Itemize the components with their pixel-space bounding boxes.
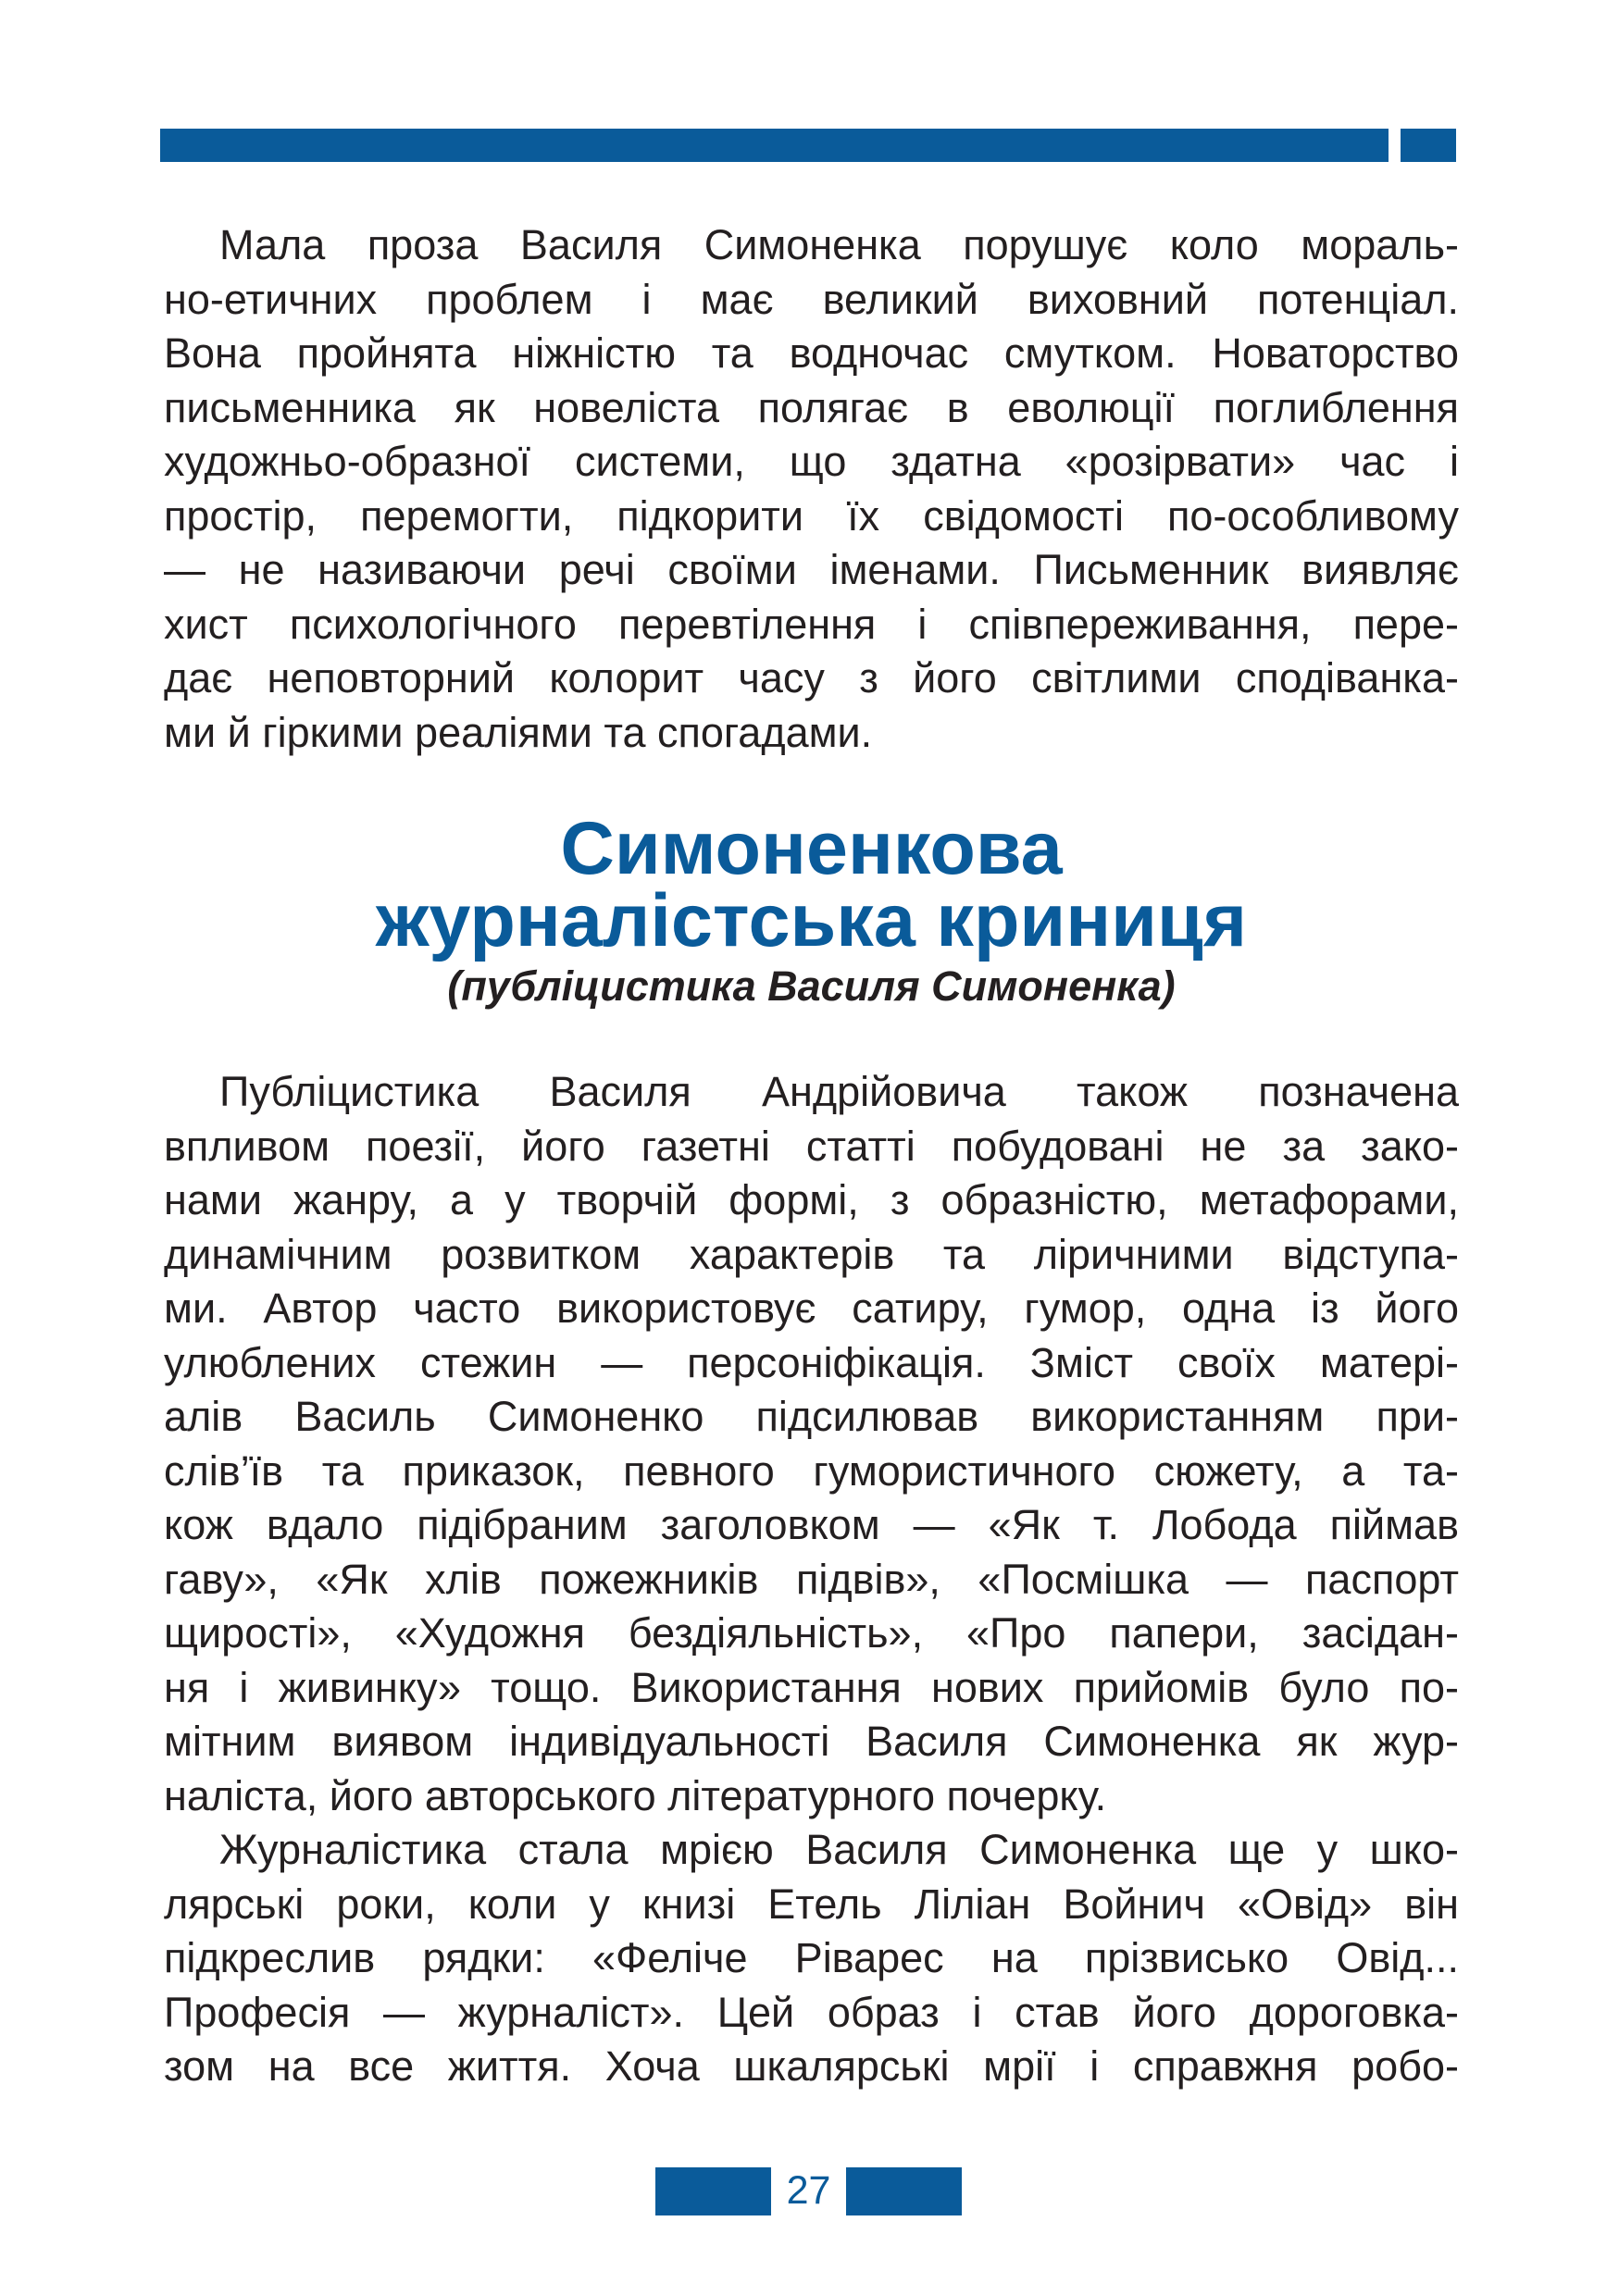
journalism-paragraph xyxy=(164,1823,1459,2094)
text-line: письменника як новеліста полягає в еволюції поглиблення xyxy=(164,383,1459,431)
text-line: Журналістика стала мрією Василя Симоненка ще у шко- xyxy=(219,1826,1459,1873)
text-line: Мала проза Василя Симоненка порушує коло мораль- xyxy=(219,221,1459,268)
header-decor-block xyxy=(1401,129,1456,162)
text-line: лярські роки, коли у книзі Етель Ліліан Войнич «Овід» він xyxy=(164,1880,1459,1928)
text-line: гаву», «Як хлів пожежників підвів», «Посмішка — паспорт xyxy=(164,1555,1459,1603)
section-title-line-1: Симоненкова xyxy=(560,807,1063,890)
text-line: підкреслив рядки: «Феліче Ріварес на прізвисько Овід... xyxy=(164,1934,1459,1981)
text-line: Професія — журналіст». Цей образ і став його дороговка- xyxy=(164,1988,1459,2036)
text-line: ми. Автор часто використовує сатиру, гумор, одна із його xyxy=(164,1285,1459,1332)
text-line: — не називаючи речі своїми іменами. Письменник виявляє xyxy=(164,546,1459,593)
header-decor-bar xyxy=(160,129,1389,162)
intro-paragraph xyxy=(164,218,1459,760)
publicism-paragraph xyxy=(164,1065,1459,1823)
text-line: Вона пройнята ніжністю та водночас смутком. Новаторство xyxy=(164,329,1459,377)
footer-decor-right xyxy=(846,2167,962,2215)
text-line: художньо-образної системи, що здатна «розірвати» час і xyxy=(164,438,1459,485)
text-line: алів Василь Симоненко підсилював використанням при- xyxy=(164,1393,1459,1440)
text-line: хист психологічного перевтілення і співпереживання, пере- xyxy=(164,600,1459,648)
text-line: кож вдало підібраним заголовком — «Як т. Лобода піймав xyxy=(164,1501,1459,1548)
section-title-line-2: журналістська криниця xyxy=(376,879,1247,962)
text-line: улюблених стежин — персоніфікація. Зміст своїх матері- xyxy=(164,1338,1459,1386)
text-line: мітним виявом індивідуальності Василя Симоненка як жур- xyxy=(164,1718,1459,1765)
text-line: зом на все життя. Хоча шкалярські мрії і справжня робо- xyxy=(164,2042,1459,2090)
text-line: динамічним розвитком характерів та ліричними відступа- xyxy=(164,1230,1459,1278)
text-line: Публіцистика Василя Андрійовича також позначена xyxy=(219,1068,1459,1115)
footer-decor-left xyxy=(655,2167,771,2215)
section-subtitle: (публіцистика Василя Симоненка) xyxy=(447,962,1176,1010)
text-line: ми й гіркими реаліями та спогадами. xyxy=(164,708,873,756)
text-line: ня і живинку» тощо. Використання нових прийомів було по- xyxy=(164,1663,1459,1711)
text-line: нами жанру, а у творчій формі, з образністю, метафорами, xyxy=(164,1176,1459,1223)
text-line: впливом поезії, його газетні статті побудовані не за зако- xyxy=(164,1122,1459,1170)
text-line: слів’їв та приказок, певного гумористичного сюжету, а та- xyxy=(164,1446,1459,1495)
page-number: 27 xyxy=(786,2168,831,2213)
text-line: наліста, його авторського літературного почерку. xyxy=(164,1771,1107,1819)
text-line: дає неповторний колорит часу з його світлими сподіванка- xyxy=(164,654,1459,701)
text-line: щирості», «Художня бездіяльність», «Про папери, засідан- xyxy=(164,1609,1459,1657)
text-line: но-етичних проблем і має великий виховний потенціал. xyxy=(164,275,1459,323)
text-line: простір, перемогти, підкорити їх свідомості по-особливому xyxy=(164,491,1459,540)
